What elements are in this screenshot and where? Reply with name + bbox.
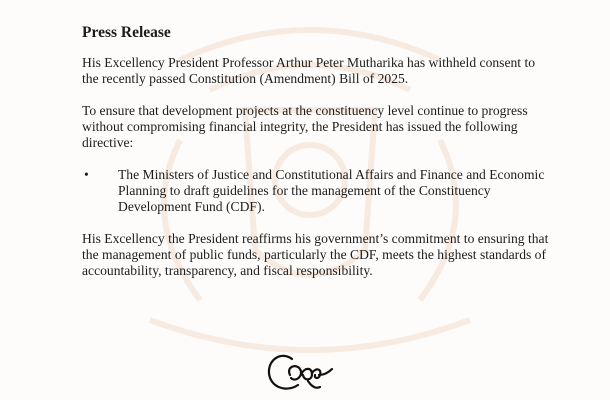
press-release (82, 23, 552, 295)
press-release-title: Press Release (82, 24, 171, 41)
bullet-text: The Ministers of Justice and Constitutional Affairs and Finance and Economic Planning to draft guidelines for the management of the Constituency Development Fund (CDF). (118, 167, 545, 214)
paragraph-consent: His Excellency President Professor Arthur Peter Mutharika has withheld consent to the recently passed Constitution (Amendment) Bill of 2025. (82, 55, 536, 86)
paragraph-directive: To ensure that development projects at the constituency level continue to progress without compromising financial integrity, the President has issued the following directive: (82, 103, 528, 150)
signature-icon (262, 345, 342, 400)
bullet-icon: • (84, 167, 89, 182)
list-item (82, 167, 552, 215)
paragraph-commitment: His Excellency the President reaffirms his government’s commitment to ensuring that the management of public funds, particularly the CDF, meets the highest standards of accountability, transparency, and fiscal responsibility. (82, 231, 549, 278)
directive-list (82, 167, 552, 215)
